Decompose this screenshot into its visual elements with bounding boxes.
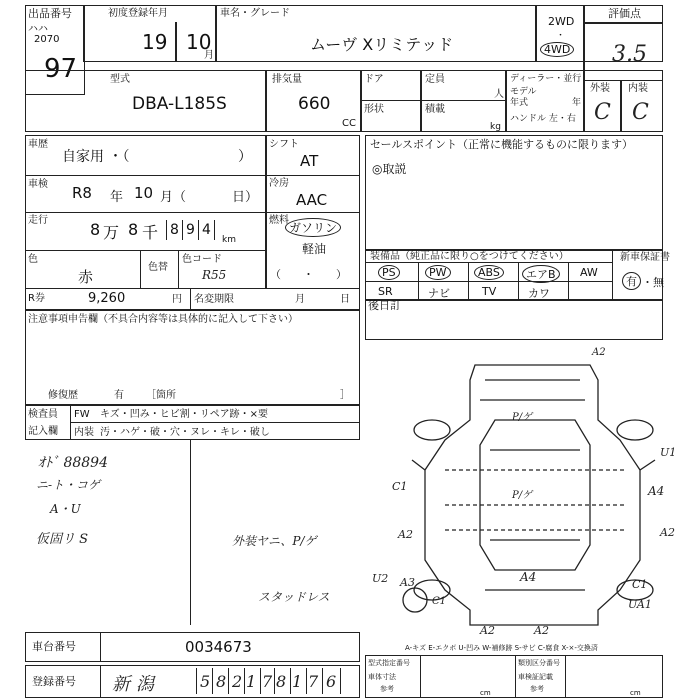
plate-c7: 8 (276, 672, 287, 691)
plate-c9: 7 (308, 672, 319, 691)
car-name-label: 車名・グレード (220, 8, 290, 19)
inspection-month: 10 (134, 184, 154, 202)
equip-leather: カワ (528, 287, 550, 300)
displacement-label: 排気量 (272, 74, 302, 85)
equip-airbag: エアB (522, 265, 560, 283)
name-change-label: 名変期限 (194, 294, 234, 305)
bottom-l1: 型式指定番号 (368, 659, 410, 667)
warranty-yes: 有 (622, 272, 641, 290)
color-value: 赤 (78, 268, 94, 286)
equip-abs: ABS (474, 265, 504, 280)
color-code: R55 (202, 268, 227, 282)
model-label: 型式 (110, 74, 130, 85)
fuel-paren: （ ・ ） (270, 268, 347, 281)
handnote-0: ｵﾄﾞ 88894 (38, 455, 108, 471)
mark-3: U1 (660, 446, 677, 459)
mark-2: P/ゲ (512, 490, 533, 501)
drive-dot: ・ (556, 31, 566, 41)
recycle-label: R券 (28, 293, 45, 304)
drive-4wd: 4WD (540, 42, 574, 57)
warranty-label: 新車保証書 (620, 252, 670, 263)
inspector-l1: 検査員 (28, 409, 58, 420)
history-close: ） (238, 149, 252, 165)
bottom-l3: 参考 (380, 685, 394, 693)
fuel-gas: ガソリン (285, 218, 341, 237)
mileage-d6: 4 (202, 222, 211, 238)
handnote-3: 仮固リ S (36, 532, 89, 547)
lot-label: 出品番号 (28, 7, 72, 20)
bottom-r2: 車検証記載 (518, 673, 553, 681)
notes-repair: 修復歴 (48, 390, 78, 401)
equip-pw: PW (425, 265, 451, 280)
bottom-r3: 参考 (530, 685, 544, 693)
inspector-row2: 汚・ハゲ・破・穴・ヌレ・キレ・破し (100, 427, 270, 438)
inspection-label: 車検 (28, 179, 48, 190)
bottom-l2: 車体寸法 (368, 673, 396, 681)
lot-sub: 2070 (34, 34, 60, 45)
mileage-d2: 8 (128, 220, 139, 239)
color-code-label: 色替 (148, 262, 168, 273)
drive-2wd: 2WD (548, 15, 575, 28)
mark-13: UA1 (628, 598, 652, 611)
chassis-label: 車台番号 (32, 640, 76, 653)
inspection-era: R8 (72, 184, 92, 202)
bottom-cm2: cm (630, 689, 641, 697)
ac-label: 冷房 (269, 178, 289, 189)
inspector-row1: キズ・凹み・ヒビ割・リペア跡・×要 (100, 409, 268, 420)
mileage-d4: 8 (170, 222, 179, 238)
ac-value: AAC (296, 191, 328, 209)
displacement-unit: CC (342, 118, 356, 129)
capacity-unit: 人 (494, 89, 504, 100)
inspector-inner: 内装 (74, 427, 94, 438)
mark-11: A4 (520, 570, 537, 584)
warranty-no: ・無 (642, 276, 664, 289)
plate-label: 登録番号 (32, 675, 76, 688)
exterior-label: 外装 (590, 83, 610, 94)
plate-c3: 8 (216, 672, 227, 691)
first-reg-year: 19 (142, 30, 168, 54)
dealer-l3: 年式 (510, 98, 529, 108)
plate-c1: 潟 (136, 674, 154, 695)
notes-repair-val: 有 (114, 390, 124, 401)
damage-legend: A-キズ E-エクボ U-凹み W-補修跡 S-サビ C-腐食 X-×-交換済 (405, 644, 598, 652)
grade-value: 3.5 (612, 42, 647, 67)
sales-label: セールスポイント（正常に機能するものに限ります） (370, 138, 634, 151)
mileage-d0: 8 (90, 220, 101, 239)
mark-5: A4 (648, 484, 665, 498)
dealer-l4: ハンドル 左・右 (510, 114, 576, 124)
plate-c0: 新 (112, 674, 130, 695)
plate-c6: 7 (262, 672, 273, 691)
handnote-2: A・U (50, 502, 81, 516)
inspection-day-unit: 日） (232, 190, 259, 205)
inspector-fw: FW (74, 409, 90, 420)
equip-sr: SR (378, 285, 393, 298)
dealer-l1: ディーラー・並行 (510, 74, 582, 84)
mark-6: A2 (398, 528, 413, 541)
recycle-value: 9,260 (88, 291, 126, 306)
equip-navi: ナビ (428, 287, 450, 300)
equip-tv: TV (482, 285, 497, 298)
equipment-label: 装備品（純正品に限り○をつけてください） (370, 251, 569, 262)
mark-0: A2 (592, 347, 606, 358)
load-unit: kg (490, 122, 501, 132)
capacity-label: 定員 (425, 74, 445, 85)
mileage-unit: km (222, 235, 236, 245)
history-value: 自家用 ・（ (62, 149, 130, 165)
mark-14: A2 (480, 624, 495, 637)
color-label: 色 (28, 254, 38, 265)
car-name-value: ムーヴ Xリミテッド (310, 35, 454, 54)
after-label: 後日訂 (368, 299, 401, 312)
dealer-l2: モデル (510, 87, 537, 97)
equip-ps: PS (378, 265, 400, 280)
mark-7: A2 (660, 526, 675, 539)
door-label: ドア (364, 74, 384, 85)
load-label: 積載 (425, 104, 445, 115)
shape-label: 形状 (364, 104, 384, 115)
mark-8: U2 (372, 572, 389, 585)
mark-1: P/ゲ (512, 412, 533, 423)
exterior-value: C (594, 100, 611, 125)
bottom-cm1: cm (480, 689, 491, 697)
first-reg-month: 10 (186, 30, 212, 54)
chassis-value: 0034673 (185, 638, 252, 656)
inspection-month-unit: 月（ (160, 190, 187, 205)
first-reg-month-unit: 月 (204, 50, 214, 61)
equip-aw: AW (580, 266, 598, 279)
recycle-unit: 円 (172, 294, 182, 305)
plate-c10: 6 (326, 672, 337, 691)
mark-4: C1 (392, 480, 408, 493)
inspector-l2: 記入欄 (28, 426, 58, 437)
mark-10: C1 (432, 596, 447, 607)
model-value: DBA-L185S (132, 94, 227, 114)
mileage-d1: 万 (103, 223, 120, 242)
name-change-d: 日 (340, 294, 350, 305)
bottom-r1: 類別区分番号 (518, 659, 560, 667)
mileage-d5: 9 (186, 222, 195, 238)
plate-c8: 1 (292, 672, 303, 691)
fuel-diesel: 軽油 (302, 242, 327, 256)
displacement-value: 660 (298, 94, 331, 114)
mark-15: A2 (534, 624, 549, 637)
fuel-label: 燃料 (269, 215, 289, 226)
shift-label: シフト (269, 139, 299, 150)
color-code2-label: 色コード (182, 254, 222, 265)
mileage-label: 走行 (28, 215, 48, 226)
history-label: 車歴 (28, 139, 48, 150)
plate-c2: 5 (200, 672, 211, 691)
mileage-d3: 千 (142, 223, 159, 242)
plate-c5: 1 (246, 672, 257, 691)
sales-value: ◎取説 (372, 162, 407, 176)
first-reg-label: 初度登録年月 (108, 8, 168, 19)
interior-value: C (632, 100, 649, 125)
notes-place-close: ］ (340, 390, 350, 401)
shift-value: AT (300, 152, 319, 170)
interior-label: 内装 (628, 83, 648, 94)
mark-9: A3 (400, 576, 415, 589)
inspection-year-unit: 年 (110, 190, 124, 205)
notes-place: ［箇所 (146, 390, 176, 401)
handnote-5: スタッドレス (258, 590, 330, 604)
dealer-l3u: 年 (572, 98, 582, 108)
notes-label: 注意事項申告欄（不具合内容等は具体的に記入して下さい） (28, 314, 298, 325)
name-change-m: 月 (295, 294, 305, 305)
plate-c4: 2 (232, 672, 243, 691)
mark-12: C1 (632, 578, 648, 591)
handnote-1: ニ-ト・コゲ (36, 478, 101, 492)
lot-hand: ハハ (28, 24, 48, 35)
lot-number: 97 (44, 54, 78, 84)
handnote-4: 外装ヤニ、P/ゲ (232, 534, 317, 548)
grade-label: 評価点 (608, 7, 641, 20)
